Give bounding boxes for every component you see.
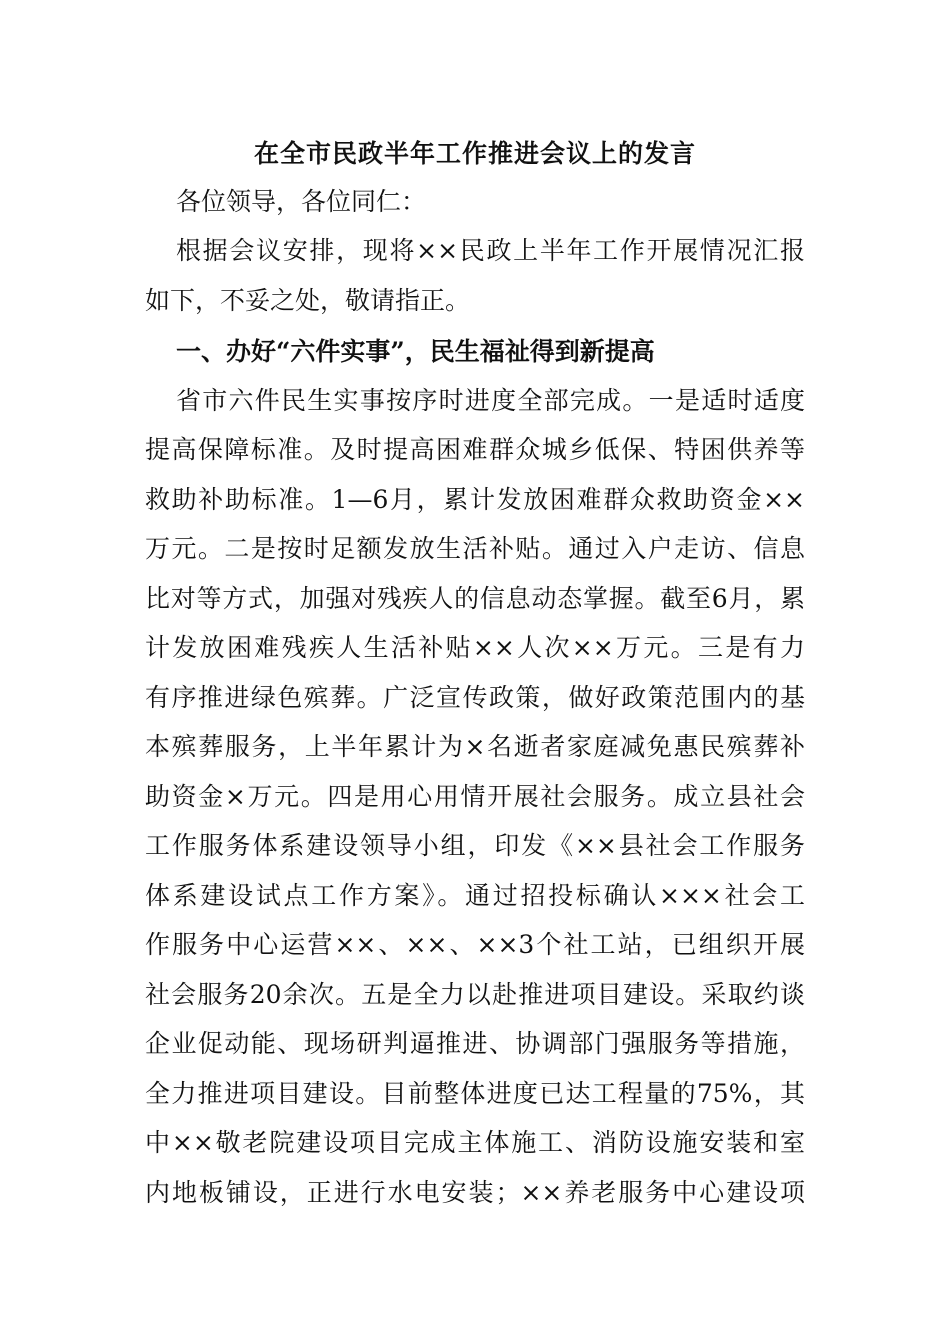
body-line: 省市六件民生实事按序时进度全部完成。一是适时适度 bbox=[176, 386, 805, 415]
body-line: 社会服务20余次。五是全力以赴推进项目建设。采取约谈 bbox=[145, 980, 805, 1009]
salutation: 各位领导，各位同仁： bbox=[176, 187, 427, 216]
intro-line: 根据会议安排，现将××民政上半年工作开展情况汇报 bbox=[176, 236, 805, 265]
body-line: 万元。二是按时足额发放生活补贴。通过入户走访、信息 bbox=[145, 534, 805, 563]
intro-line: 如下，不妥之处，敬请指正。 bbox=[145, 286, 471, 315]
body-line: 企业促动能、现场研判逼推进、协调部门强服务等措施， bbox=[145, 1029, 805, 1058]
body-line: 本殡葬服务，上半年累计为×名逝者家庭减免惠民殡葬补 bbox=[145, 732, 805, 761]
body-line: 救助补助标准。1—6月，累计发放困难群众救助资金×× bbox=[145, 485, 805, 514]
body-line: 作服务中心运营××、××、××3个社工站，已组织开展 bbox=[145, 930, 805, 959]
body-line: 提高保障标准。及时提高困难群众城乡低保、特困供养等 bbox=[145, 435, 805, 464]
body-line: 比对等方式，加强对残疾人的信息动态掌握。截至6月，累 bbox=[145, 584, 805, 613]
body-line: 计发放困难残疾人生活补贴××人次××万元。三是有力 bbox=[145, 633, 805, 662]
body-line: 助资金×万元。四是用心用情开展社会服务。成立县社会 bbox=[145, 782, 805, 811]
body-line: 有序推进绿色殡葬。广泛宣传政策，做好政策范围内的基 bbox=[145, 683, 805, 712]
document-title: 在全市民政半年工作推进会议上的发言 bbox=[253, 139, 696, 168]
body-line: 中××敬老院建设项目完成主体施工、消防设施安装和室 bbox=[145, 1128, 805, 1157]
body-line: 工作服务体系建设领导小组，印发《××县社会工作服务 bbox=[145, 831, 805, 860]
section-heading: 一、办好“六件实事”，民生福祉得到新提高 bbox=[176, 337, 655, 366]
body-line: 全力推进项目建设。目前整体进度已达工程量的75%，其 bbox=[145, 1079, 805, 1108]
body-line: 内地板铺设，正进行水电安装；××养老服务中心建设项 bbox=[145, 1178, 805, 1207]
body-line: 体系建设试点工作方案》。通过招投标确认×××社会工 bbox=[145, 881, 805, 910]
